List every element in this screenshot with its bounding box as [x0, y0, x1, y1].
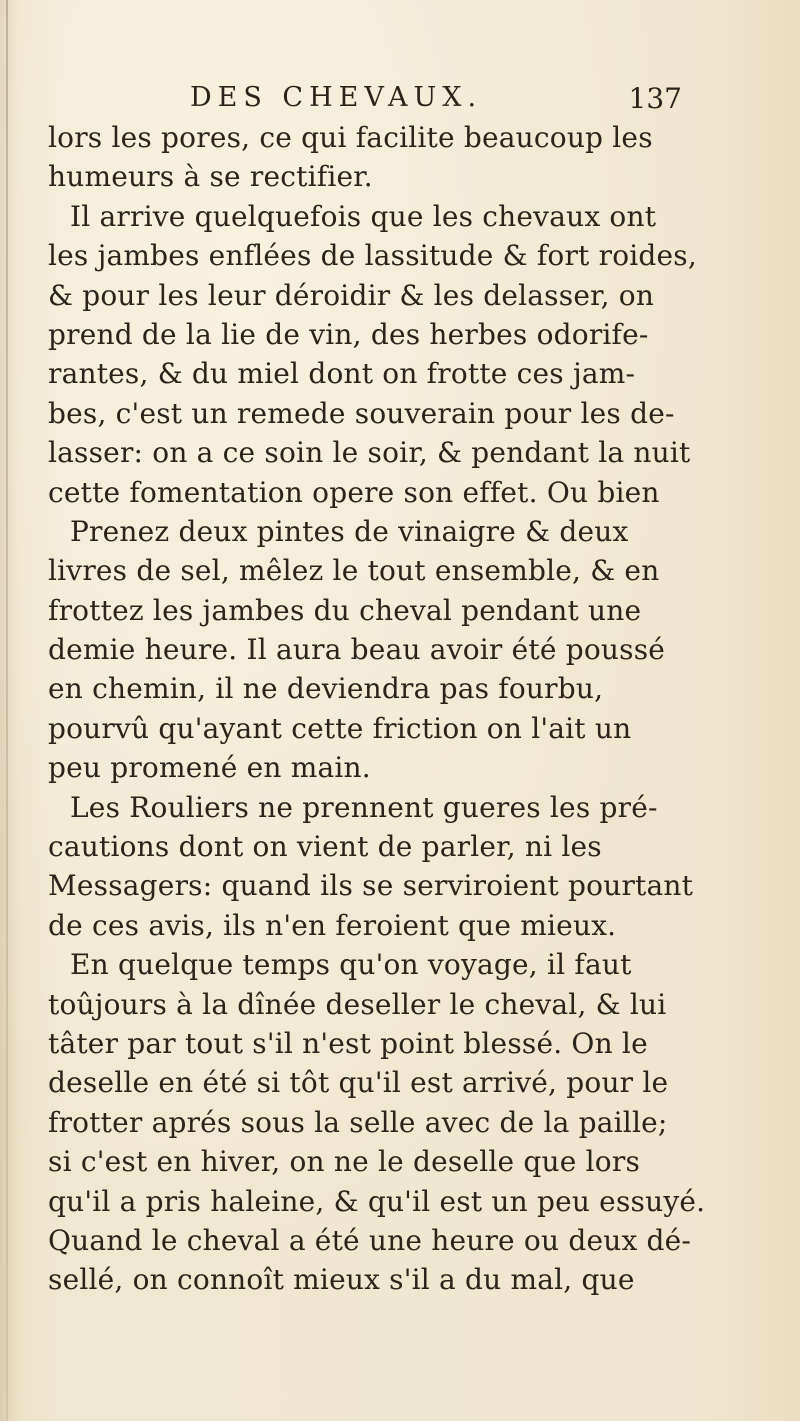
text-line: si c'est en hiver, on ne le deselle que lors: [48, 1145, 641, 1179]
text-line: Les Rouliers ne prennent gueres les pré-: [70, 790, 658, 824]
text-line: peu promené en main.: [48, 751, 371, 785]
text-line: livres de sel, mêlez le tout ensemble, & en: [48, 554, 660, 588]
text-line: demie heure. Il aura beau avoir été poussé: [48, 633, 666, 667]
text-line: frottez les jambes du cheval pendant une: [48, 593, 642, 627]
text-line: & pour les leur déroidir & les delasser, on: [48, 278, 655, 312]
text-line: frotter aprés sous la selle avec de la paille;: [48, 1105, 668, 1139]
text-line: sellé, on connoît mieux s'il a du mal, que: [48, 1263, 635, 1297]
text-line: humeurs à se rectifier.: [48, 160, 373, 194]
text-line: de ces avis, ils n'en feroient que mieux.: [48, 908, 617, 942]
running-head: DES CHEVAUX.: [190, 82, 483, 113]
text-line: Il arrive quelquefois que les chevaux ont: [70, 199, 657, 233]
text-line: Messagers: quand ils se serviroient pourtant: [48, 869, 694, 903]
text-line: lors les pores, ce qui facilite beaucoup les: [48, 121, 653, 154]
text-line: Prenez deux pintes de vinaigre & deux: [70, 514, 629, 548]
text-line: cette fomentation opere son effet. Ou bien: [48, 475, 660, 509]
text-line: pourvû qu'ayant cette friction on l'ait un: [48, 711, 632, 745]
text-line: toûjours à la dînée deseller le cheval, & lui: [48, 987, 667, 1021]
text-line: en chemin, il ne deviendra pas fourbu,: [48, 672, 604, 706]
text-line: En quelque temps qu'on voyage, il faut: [70, 948, 632, 982]
binding-gutter: [6, 0, 8, 1421]
text-line: les jambes enflées de lassitude & fort roides,: [48, 239, 697, 273]
text-line: rantes, & du miel dont on frotte ces jam-: [48, 357, 636, 391]
body-text: [48, 118, 718, 1300]
text-line: deselle en été si tôt qu'il est arrivé, pour le: [48, 1066, 669, 1100]
page-header: [190, 82, 690, 122]
text-line: qu'il a pris haleine, & qu'il est un peu essuyé.: [48, 1184, 706, 1218]
text-line: tâter par tout s'il n'est point blessé. On le: [48, 1026, 648, 1060]
text-line: bes, c'est un remede souverain pour les de-: [48, 396, 675, 430]
text-line: lasser: on a ce soin le soir, & pendant la nuit: [48, 436, 691, 470]
page-number: 137: [628, 82, 682, 115]
text-line: prend de la lie de vin, des herbes odorife-: [48, 317, 649, 351]
text-line: cautions dont on vient de parler, ni les: [48, 830, 602, 864]
text-line: Quand le cheval a été une heure ou deux dé-: [48, 1223, 692, 1257]
